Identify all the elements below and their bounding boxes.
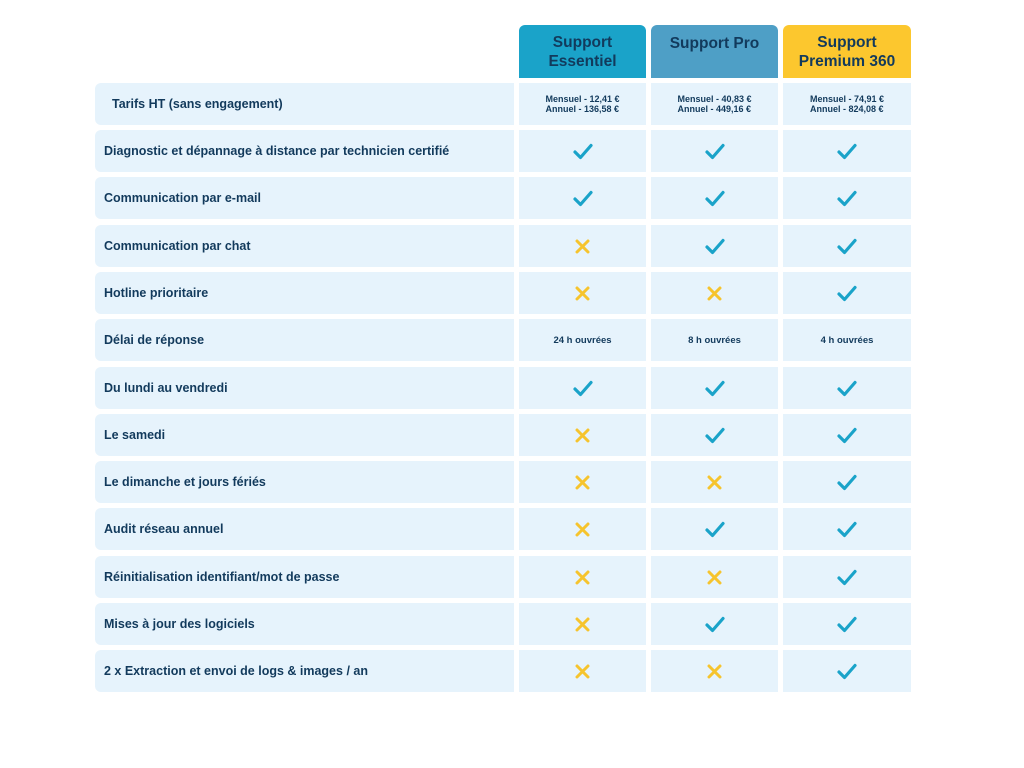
price-monthly: Mensuel - 12,41 € [545, 94, 620, 104]
check-icon [573, 143, 593, 160]
check-icon [705, 238, 725, 255]
check-icon [837, 143, 857, 160]
cross-icon [575, 617, 590, 632]
value-cell-essentiel [519, 225, 646, 267]
value-cell-premium [783, 461, 911, 503]
check-icon [705, 380, 725, 397]
value-cell-premium [783, 603, 911, 645]
value-cell-essentiel [519, 272, 646, 314]
check-icon [705, 143, 725, 160]
cross-icon [707, 570, 722, 585]
feature-label: Délai de réponse [95, 319, 514, 361]
price-yearly: Annuel - 136,58 € [545, 104, 619, 114]
price-yearly: Annuel - 824,08 € [809, 104, 884, 114]
check-icon [837, 285, 857, 302]
value-cell-pro [651, 508, 778, 550]
check-icon [837, 380, 857, 397]
check-icon [837, 427, 857, 444]
price-cell-premium [783, 83, 911, 125]
value-cell-premium [783, 319, 911, 361]
value-cell-essentiel [519, 319, 646, 361]
response-time: 4 h ouvrées [820, 334, 874, 346]
plan-header-pro [651, 25, 778, 78]
value-cell-pro [651, 319, 778, 361]
value-cell-essentiel [519, 556, 646, 598]
feature-label: Hotline prioritaire [95, 272, 514, 314]
value-cell-pro [651, 367, 778, 409]
value-cell-premium [783, 556, 911, 598]
plan-header-essentiel [519, 25, 646, 78]
feature-label: Communication par chat [95, 225, 514, 267]
pricing-label: Tarifs HT (sans engagement) [95, 83, 514, 125]
response-time: 24 h ouvrées [553, 334, 612, 346]
value-cell-essentiel [519, 367, 646, 409]
plan-name-line1: Support [552, 33, 613, 51]
check-icon [705, 521, 725, 538]
value-cell-essentiel [519, 461, 646, 503]
check-icon [573, 380, 593, 397]
check-icon [837, 616, 857, 633]
value-cell-premium [783, 272, 911, 314]
feature-label: Du lundi au vendredi [95, 367, 514, 409]
feature-label: Communication par e-mail [95, 177, 514, 219]
value-cell-pro [651, 461, 778, 503]
value-cell-pro [651, 556, 778, 598]
feature-label: Mises à jour des logiciels [95, 603, 514, 645]
value-cell-premium [783, 414, 911, 456]
value-cell-pro [651, 130, 778, 172]
plan-name-line2: Premium 360 [798, 53, 896, 70]
value-cell-pro [651, 414, 778, 456]
cross-icon [575, 664, 590, 679]
price-yearly: Annuel - 449,16 € [677, 104, 751, 114]
feature-label: Le dimanche et jours fériés [95, 461, 514, 503]
price-cell-essentiel [519, 83, 646, 125]
value-cell-premium [783, 650, 911, 692]
price-cell-pro [651, 83, 778, 125]
value-cell-pro [651, 603, 778, 645]
cross-icon [707, 286, 722, 301]
value-cell-premium [783, 508, 911, 550]
price-monthly: Mensuel - 40,83 € [677, 94, 752, 104]
feature-label: Diagnostic et dépannage à distance par technicien certifié [95, 130, 514, 172]
check-icon [837, 190, 857, 207]
feature-label: Audit réseau annuel [95, 508, 514, 550]
value-cell-pro [651, 650, 778, 692]
value-cell-essentiel [519, 414, 646, 456]
cross-icon [575, 286, 590, 301]
feature-label: 2 x Extraction et envoi de logs & images / an [95, 650, 514, 692]
cross-icon [575, 428, 590, 443]
check-icon [573, 190, 593, 207]
value-cell-essentiel [519, 130, 646, 172]
value-cell-premium [783, 225, 911, 267]
value-cell-essentiel [519, 603, 646, 645]
value-cell-essentiel [519, 177, 646, 219]
check-icon [837, 569, 857, 586]
check-icon [705, 427, 725, 444]
value-cell-essentiel [519, 650, 646, 692]
value-cell-pro [651, 272, 778, 314]
check-icon [705, 616, 725, 633]
check-icon [837, 238, 857, 255]
value-cell-pro [651, 225, 778, 267]
cross-icon [575, 475, 590, 490]
feature-label: Réinitialisation identifiant/mot de passe [95, 556, 514, 598]
check-icon [837, 663, 857, 680]
feature-label: Le samedi [95, 414, 514, 456]
value-cell-premium [783, 367, 911, 409]
cross-icon [707, 664, 722, 679]
plan-name-line1: Support [817, 34, 877, 51]
check-icon [837, 521, 857, 538]
value-cell-premium [783, 177, 911, 219]
cross-icon [575, 239, 590, 254]
cross-icon [575, 570, 590, 585]
cross-icon [707, 475, 722, 490]
response-time: 8 h ouvrées [688, 334, 741, 346]
plan-name-line1: Support Pro [669, 35, 760, 52]
price-monthly: Mensuel - 74,91 € [809, 94, 885, 104]
value-cell-pro [651, 177, 778, 219]
plan-header-premium [783, 25, 911, 78]
cross-icon [575, 522, 590, 537]
plan-name-line2: Essentiel [548, 52, 617, 70]
check-icon [705, 190, 725, 207]
value-cell-premium [783, 130, 911, 172]
check-icon [837, 474, 857, 491]
value-cell-essentiel [519, 508, 646, 550]
